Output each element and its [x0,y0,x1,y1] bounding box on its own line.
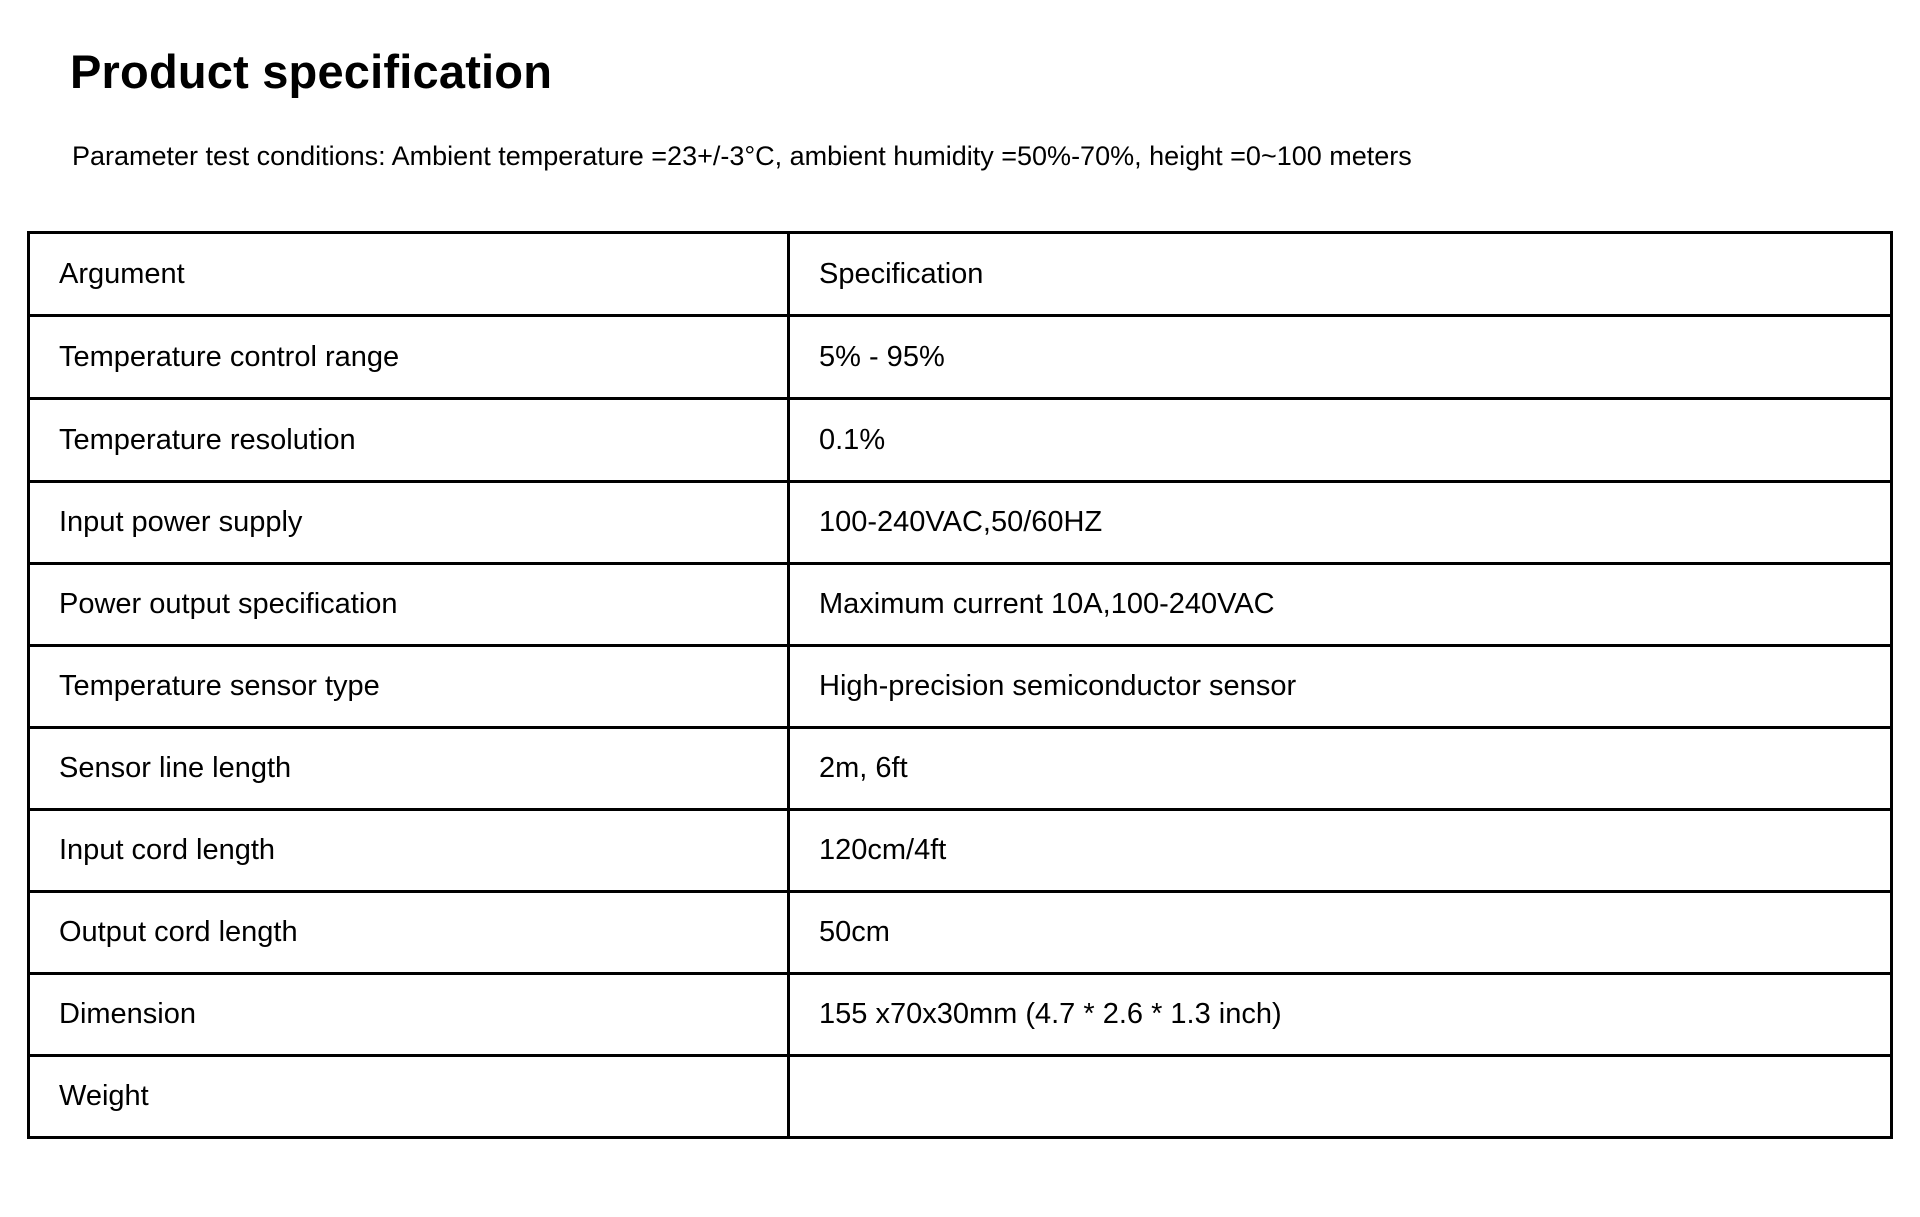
table-row [29,974,1892,1056]
row-specification-cell [789,1056,1892,1138]
table-row [29,892,1892,974]
table-row [29,810,1892,892]
row-argument-label: Temperature sensor type [59,670,380,703]
row-argument-cell [29,728,789,810]
table-row [29,646,1892,728]
row-specification-value: 2m, 6ft [819,752,908,785]
row-argument-label: Input power supply [59,506,303,539]
row-argument-cell [29,482,789,564]
header-label-specification: Specification [819,257,984,290]
table-row [29,1056,1892,1138]
table-row [29,482,1892,564]
row-specification-value: 100-240VAC,50/60HZ [819,506,1103,539]
row-specification-value: 5% - 95% [819,340,945,373]
test-conditions-note: Parameter test conditions: Ambient temperature =23+/-3°C, ambient humidity =50%-70%, height =0~100 meters [72,141,1412,171]
row-argument-cell [29,1056,789,1138]
row-argument-cell [29,316,789,399]
row-specification-cell [789,892,1892,974]
row-specification-cell [789,646,1892,728]
row-specification-cell [789,564,1892,646]
table-row [29,728,1892,810]
row-argument-cell [29,974,789,1056]
table-row [29,316,1892,399]
table-row [29,564,1892,646]
row-argument-label: Dimension [59,998,196,1031]
row-argument-label: Weight [59,1080,149,1113]
page-title: Product specification [70,45,553,98]
row-argument-label: Input cord length [59,834,276,867]
row-specification-value: 120cm/4ft [819,834,947,867]
row-argument-cell [29,399,789,482]
row-argument-label: Temperature control range [59,340,400,373]
header-cell-argument [29,233,789,316]
row-specification-cell [789,399,1892,482]
row-argument-cell [29,564,789,646]
header-label-argument: Argument [59,257,185,290]
row-specification-cell [789,810,1892,892]
row-specification-cell [789,316,1892,399]
table-row [29,399,1892,482]
row-argument-cell [29,646,789,728]
row-specification-value: Maximum current 10A,100-240VAC [819,588,1275,621]
row-argument-cell [29,892,789,974]
row-argument-label: Power output specification [59,588,398,621]
row-specification-value: 155 x70x30mm (4.7 * 2.6 * 1.3 inch) [819,998,1282,1031]
row-specification-value: 50cm [819,916,890,949]
table-header-row [29,233,1892,316]
row-argument-label: Temperature resolution [59,423,356,456]
row-specification-value: 0.1% [819,423,886,456]
row-specification-cell [789,482,1892,564]
row-specification-cell [789,728,1892,810]
row-specification-cell [789,974,1892,1056]
row-argument-cell [29,810,789,892]
row-argument-label: Sensor line length [59,752,292,785]
header-cell-specification [789,233,1892,316]
row-specification-value: High-precision semiconductor sensor [819,670,1297,703]
specification-table [27,231,1893,1139]
row-argument-label: Output cord length [59,916,298,949]
